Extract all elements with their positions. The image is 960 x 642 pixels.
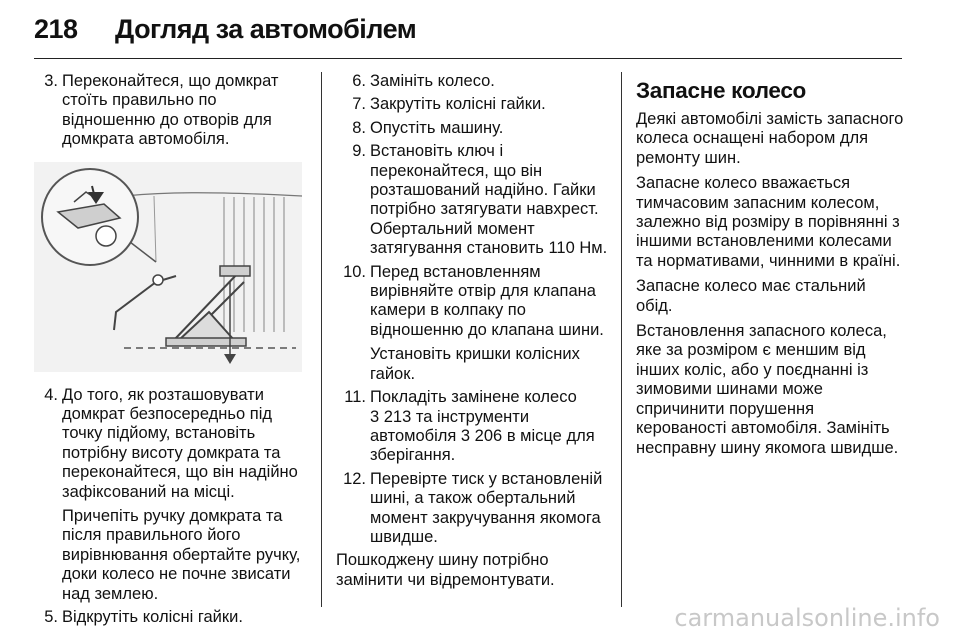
step-text: Встановіть ключ і переконайтеся, що він розташований надійно. Гайки потрібно затягувати навхрест. Обертальний момент затягування становить 110 Нм.	[370, 142, 608, 258]
step-text: Установіть кришки колісних гайок.	[370, 345, 580, 383]
step-text: Закрутіть колісні гайки.	[370, 95, 546, 114]
page-reference-link[interactable]: 3 206	[460, 426, 503, 445]
section-heading: Запасне колесо	[636, 78, 806, 103]
step-text-part: в місце для зберігання.	[370, 426, 595, 465]
watermark: carmanualsonline.info	[674, 604, 940, 632]
step-11	[336, 388, 608, 466]
step-text-part: та інструменти автомобіля	[370, 407, 530, 445]
column-left	[34, 72, 310, 632]
step-text: До того, як розташовувати домкрат безпосередньо під точку підйому, встановіть потрібну висоту домкрата та переконайтеся, що він надійно зафіксований на місці.	[62, 385, 298, 501]
paragraph: Запасне колесо вважається тимчасовим запасним колесом, залежно від розміру в порівнянні з іншими встановленими колесами та нормативами, чинними в країні.	[636, 174, 901, 270]
page-number: 218	[34, 14, 78, 44]
step-text: Опустіть машину.	[370, 118, 504, 137]
step-number: 3.	[44, 72, 58, 90]
step-text	[370, 388, 608, 466]
step-7	[336, 95, 608, 114]
step-number: 8.	[352, 118, 366, 137]
step-text: Перевірте тиск у встановленій шині, а також обертальний момент закручування якомога швидше.	[370, 469, 603, 546]
step-10	[336, 263, 608, 384]
step-text-part: Покладіть замінене колесо	[370, 388, 577, 407]
step-12	[336, 470, 608, 548]
page-reference-link[interactable]: 3 213	[370, 407, 412, 426]
step-text: Причепіть ручку домкрата та після правильного його вирівнювання обертайте ручку, доки колесо не почне звисати над землею.	[62, 507, 301, 603]
column-divider-2	[621, 72, 622, 607]
header-divider	[34, 58, 902, 59]
section-title: Догляд за автомобілем	[115, 14, 417, 44]
note-text: Пошкоджену шину потрібно замінити чи відремонтувати.	[336, 551, 555, 589]
step-number: 4.	[44, 385, 58, 404]
step-number: 6.	[352, 72, 366, 90]
step-number: 9.	[352, 142, 366, 161]
column-middle	[336, 72, 608, 596]
step-text: Замініть колесо.	[370, 72, 495, 90]
step-text: Відкрутіть колісні гайки.	[62, 608, 243, 627]
step-8	[336, 119, 608, 138]
car-jack-illustration-icon	[34, 162, 302, 372]
step-number: 12.	[343, 469, 366, 488]
step-number: 10.	[343, 262, 366, 281]
step-9	[336, 142, 608, 258]
paragraph: Встановлення запасного колеса, яке за розміром є меншим від інших коліс, або у поєднанні із зимовими шинами може спричинити порушення керованості автомобіля. Замініть несправну шину якомога швидше.	[636, 322, 899, 457]
page-header	[34, 12, 902, 52]
step-number: 7.	[352, 95, 366, 114]
column-divider-1	[321, 72, 322, 607]
jack-figure-svg	[34, 162, 302, 372]
step-4	[34, 386, 310, 604]
step-3	[34, 72, 310, 150]
step-6	[336, 72, 608, 91]
step-text: Переконайтеся, що домкрат стоїть правильно по відношенню до отворів для домкрата автомобіля.	[62, 72, 279, 149]
step-number: 11.	[344, 388, 366, 407]
step-5	[34, 608, 310, 627]
paragraph: Запасне колесо має стальний обід.	[636, 277, 866, 315]
paragraph: Деякі автомобілі замість запасного колеса оснащені набором для ремонту шин.	[636, 110, 904, 167]
step-text: Перед встановленням вирівняйте отвір для клапана камери в колпаку по відношенню до клапана шини.	[370, 262, 604, 339]
step-number: 5.	[44, 608, 58, 627]
column-right	[636, 72, 904, 464]
